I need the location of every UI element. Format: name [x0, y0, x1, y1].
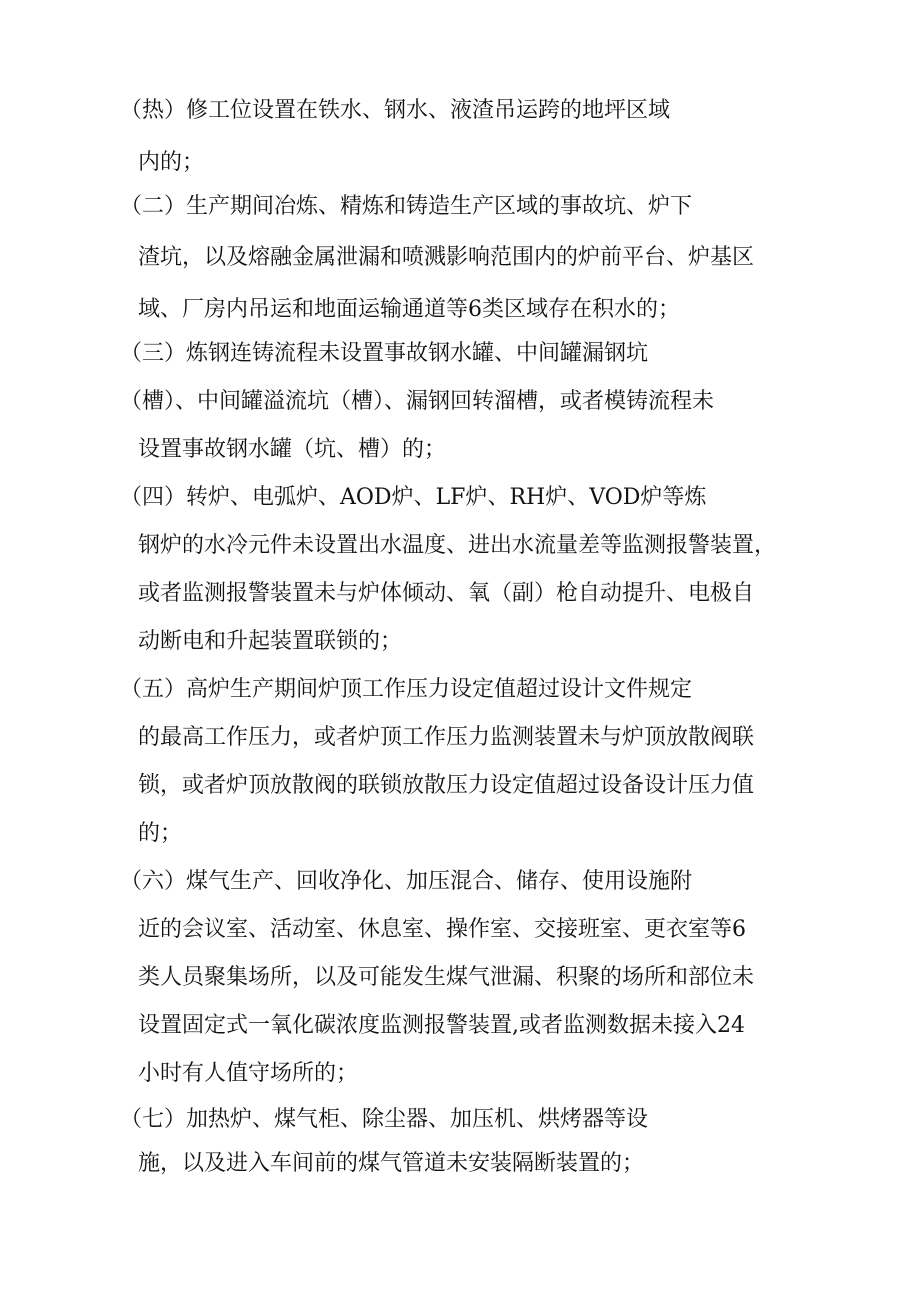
text-line: 的最高工作压力，或者炉顶工作压力监测装置未与炉顶放散阀联 [138, 725, 755, 750]
text-line: 钢炉的水冷元件未设置出水温度、进出水流量差等监测报警装置， [138, 533, 777, 558]
paragraph-2-line: （二）生产期间冶炼、精炼和铸造生产区域的事故坑、炉下 [120, 194, 693, 219]
text-line: 类人员聚集场所，以及可能发生煤气泄漏、积聚的场所和部位未 [138, 965, 755, 990]
text-line: 小时有人值守场所的； [138, 1061, 359, 1086]
text-line: 设置事故钢水罐（坑、槽）的； [138, 437, 447, 462]
text-line: （槽）、中间罐溢流坑（槽）、漏钢回转溜槽，或者模铸流程未 [120, 389, 715, 414]
text-line: 域、厂房内吊运和地面运输通道等6类区域存在积水的； [138, 297, 680, 322]
paragraph-5-line: （五）高炉生产期间炉顶工作压力设定值超过设计文件规定 [120, 677, 693, 702]
text-line: 或者监测报警装置未与炉体倾动、氧（副）枪自动提升、电极自 [138, 581, 755, 606]
text-line: 设置固定式一氧化碳浓度监测报警装置,或者监测数据未接入24 [138, 1013, 745, 1038]
text-line: 锁，或者炉顶放散阀的联锁放散压力设定值超过设备设计压力值 [138, 773, 755, 798]
text-line: 近的会议室、活动室、休息室、操作室、交接班室、更衣室等6 [138, 917, 746, 942]
text-line: 施，以及进入车间前的煤气管道未安装隔断装置的； [138, 1151, 645, 1176]
text-line: 动断电和升起装置联锁的； [138, 629, 403, 654]
text-line: 的； [138, 821, 183, 846]
text-line: 内的； [138, 150, 205, 175]
paragraph-3-line: （三）炼钢连铸流程未设置事故钢水罐、中间罐漏钢坑 [120, 341, 649, 366]
paragraph-4-line: （四）转炉、电弧炉、AOD炉、LF炉、RH炉、VOD炉等炼 [120, 485, 707, 510]
paragraph-6-line: （六）煤气生产、回收净化、加压混合、储存、使用设施附 [120, 869, 693, 894]
text-line: （热）修工位设置在铁水、钢水、液渣吊运跨的地坪区域 [120, 98, 671, 123]
text-line: 渣坑，以及熔融金属泄漏和喷溅影响范围内的炉前平台、炉基区 [138, 245, 755, 270]
paragraph-7-line: （七）加热炉、煤气柜、除尘器、加压机、烘烤器等设 [120, 1107, 649, 1132]
